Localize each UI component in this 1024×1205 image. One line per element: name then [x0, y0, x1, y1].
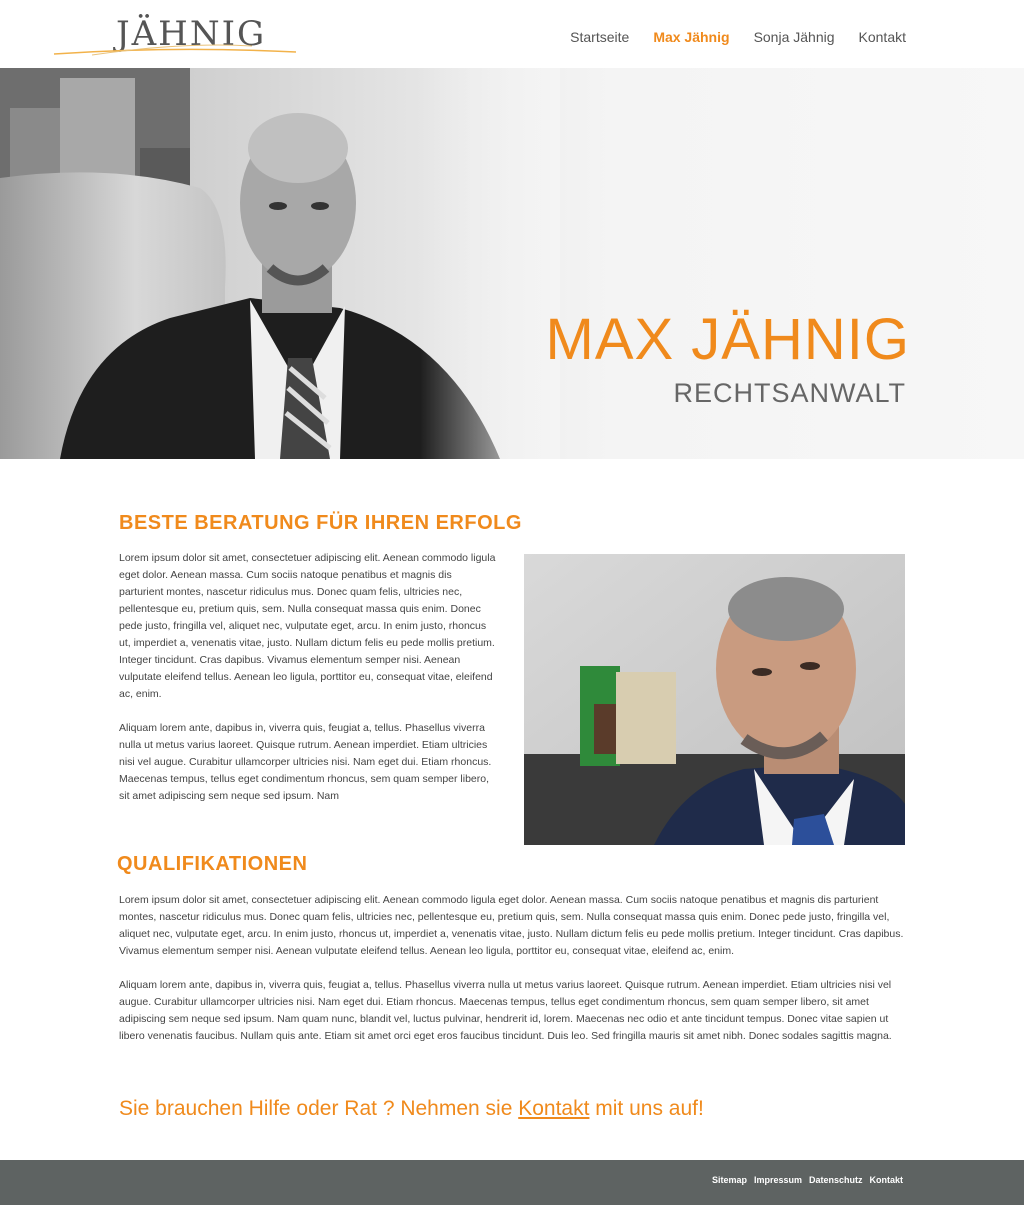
footer-link-sitemap[interactable]: Sitemap [711, 1175, 747, 1185]
footer-link-datenschutz[interactable]: Datenschutz [808, 1175, 863, 1185]
portrait-image [524, 554, 905, 845]
logo[interactable] [52, 6, 298, 56]
section1-paragraph-2: Aliquam lorem ante, dapibus in, viverra quis, feugiat a, tellus. Phasellus viverra nulla ut metus varius laoreet. Quisque rutrum. Aenean imperdiet. Etiam ultricies nisi vel augue. Curabitur ullamcorper ultricies nisi. Nam eget dui. Etiam rhoncus. Maecenas tempus, tellus eget condimentum rhoncus, sem quam semper libero, sit amet adipiscing sem neque sed ipsum. Nam [119, 722, 492, 802]
hero-portrait-image [0, 68, 560, 459]
hero-banner [0, 68, 1024, 459]
hero-subtitle: RECHTSANWALT [673, 378, 906, 408]
footer-link-kontakt[interactable]: Kontakt [869, 1175, 903, 1185]
nav-startseite[interactable]: Startseite [570, 29, 630, 45]
cta-text-before: Sie brauchen Hilfe oder Rat ? Nehmen sie [119, 1097, 519, 1120]
section2-paragraph-1: Lorem ipsum dolor sit amet, consectetuer adipiscing elit. Aenean commodo ligula eget dolor. Aenean massa. Cum sociis natoque penatibus et magnis dis parturient montes, nascetur ridiculus mus. Donec quam felis, ultricies nec, pellentesque eu, pretium quis, sem. Nulla consequat massa quis enim. Donec pede justo, fringilla vel, aliquet nec, vulputate eget, arcu. In enim justo, rhoncus ut, imperdiet a, venenatis vitae, justo. Nullam dictum felis eu pede mollis pretium. Integer tincidunt. Cras dapibus. Vivamus elementum semper nisi. Aenean vulputate eleifend tellus. Aenean leo ligula, porttitor eu, consequat vitae, eleifend ac, enim. [119, 894, 904, 957]
contact-callout [119, 1097, 704, 1121]
cta-contact-link[interactable]: Kontakt [518, 1097, 590, 1120]
portrait-photo [524, 554, 905, 845]
section-title-beratung: BESTE BERATUNG FÜR IHREN ERFOLG [119, 512, 522, 534]
site-footer [0, 1160, 1024, 1205]
section1-paragraph-1: Lorem ipsum dolor sit amet, consectetuer adipiscing elit. Aenean commodo ligula eget dolor. Aenean massa. Cum sociis natoque penatibus et magnis dis parturient montes, nascetur ridiculus mus. Donec quam felis, ultricies nec, pellentesque eu, pretium quis, sem. Nulla consequat massa quis enim. Donec pede justo, fringilla vel, aliquet nec, vulputate eget, arcu. In enim justo, rhoncus ut, imperdiet a, venenatis vitae, justo. Nullam dictum felis eu pede mollis pretium. Integer tincidunt. Cras dapibus. Vivamus elementum semper nisi. Aenean vulputate eleifend tellus. Aenean leo ligula, porttitor eu, consequat vitae, eleifend ac, enim. [119, 552, 496, 700]
footer-links [705, 1175, 903, 1185]
main-nav [546, 29, 906, 45]
nav-max-jaehnig[interactable]: Max Jähnig [653, 29, 730, 45]
logo-text: JÄHNIG [116, 14, 267, 54]
nav-sonja-jaehnig[interactable]: Sonja Jähnig [753, 29, 835, 45]
section2-paragraph-2: Aliquam lorem ante, dapibus in, viverra quis, feugiat a, tellus. Phasellus viverra nulla ut metus varius laoreet. Quisque rutrum. Aenean imperdiet. Etiam ultricies nisi vel augue. Curabitur ullamcorper ultricies nisi. Nam eget dui. Etiam rhoncus. Maecenas tempus, tellus eget condimentum rhoncus, sem quam semper libero, sit amet adipiscing sem neque sed ipsum. Nam quam nunc, blandit vel, luctus pulvinar, hendrerit id, lorem. Maecenas nec odio et ante tincidunt tempus. Donec vitae sapien ut libero venenatis faucibus. Nullam quis ante. Etiam sit amet orci eget eros faucibus tincidunt. Duis leo. Sed fringilla mauris sit amet nibh. Donec sodales sagittis magna. [119, 979, 892, 1042]
logo-swoosh-icon [52, 42, 298, 56]
footer-link-impressum[interactable]: Impressum [753, 1175, 802, 1185]
nav-kontakt[interactable]: Kontakt [858, 29, 906, 45]
cta-text-after: mit uns auf! [589, 1097, 704, 1120]
hero-title: MAX JÄHNIG [545, 307, 910, 372]
site-header [0, 0, 1024, 68]
section-title-qualifikationen: QUALIFIKATIONEN [117, 853, 308, 875]
